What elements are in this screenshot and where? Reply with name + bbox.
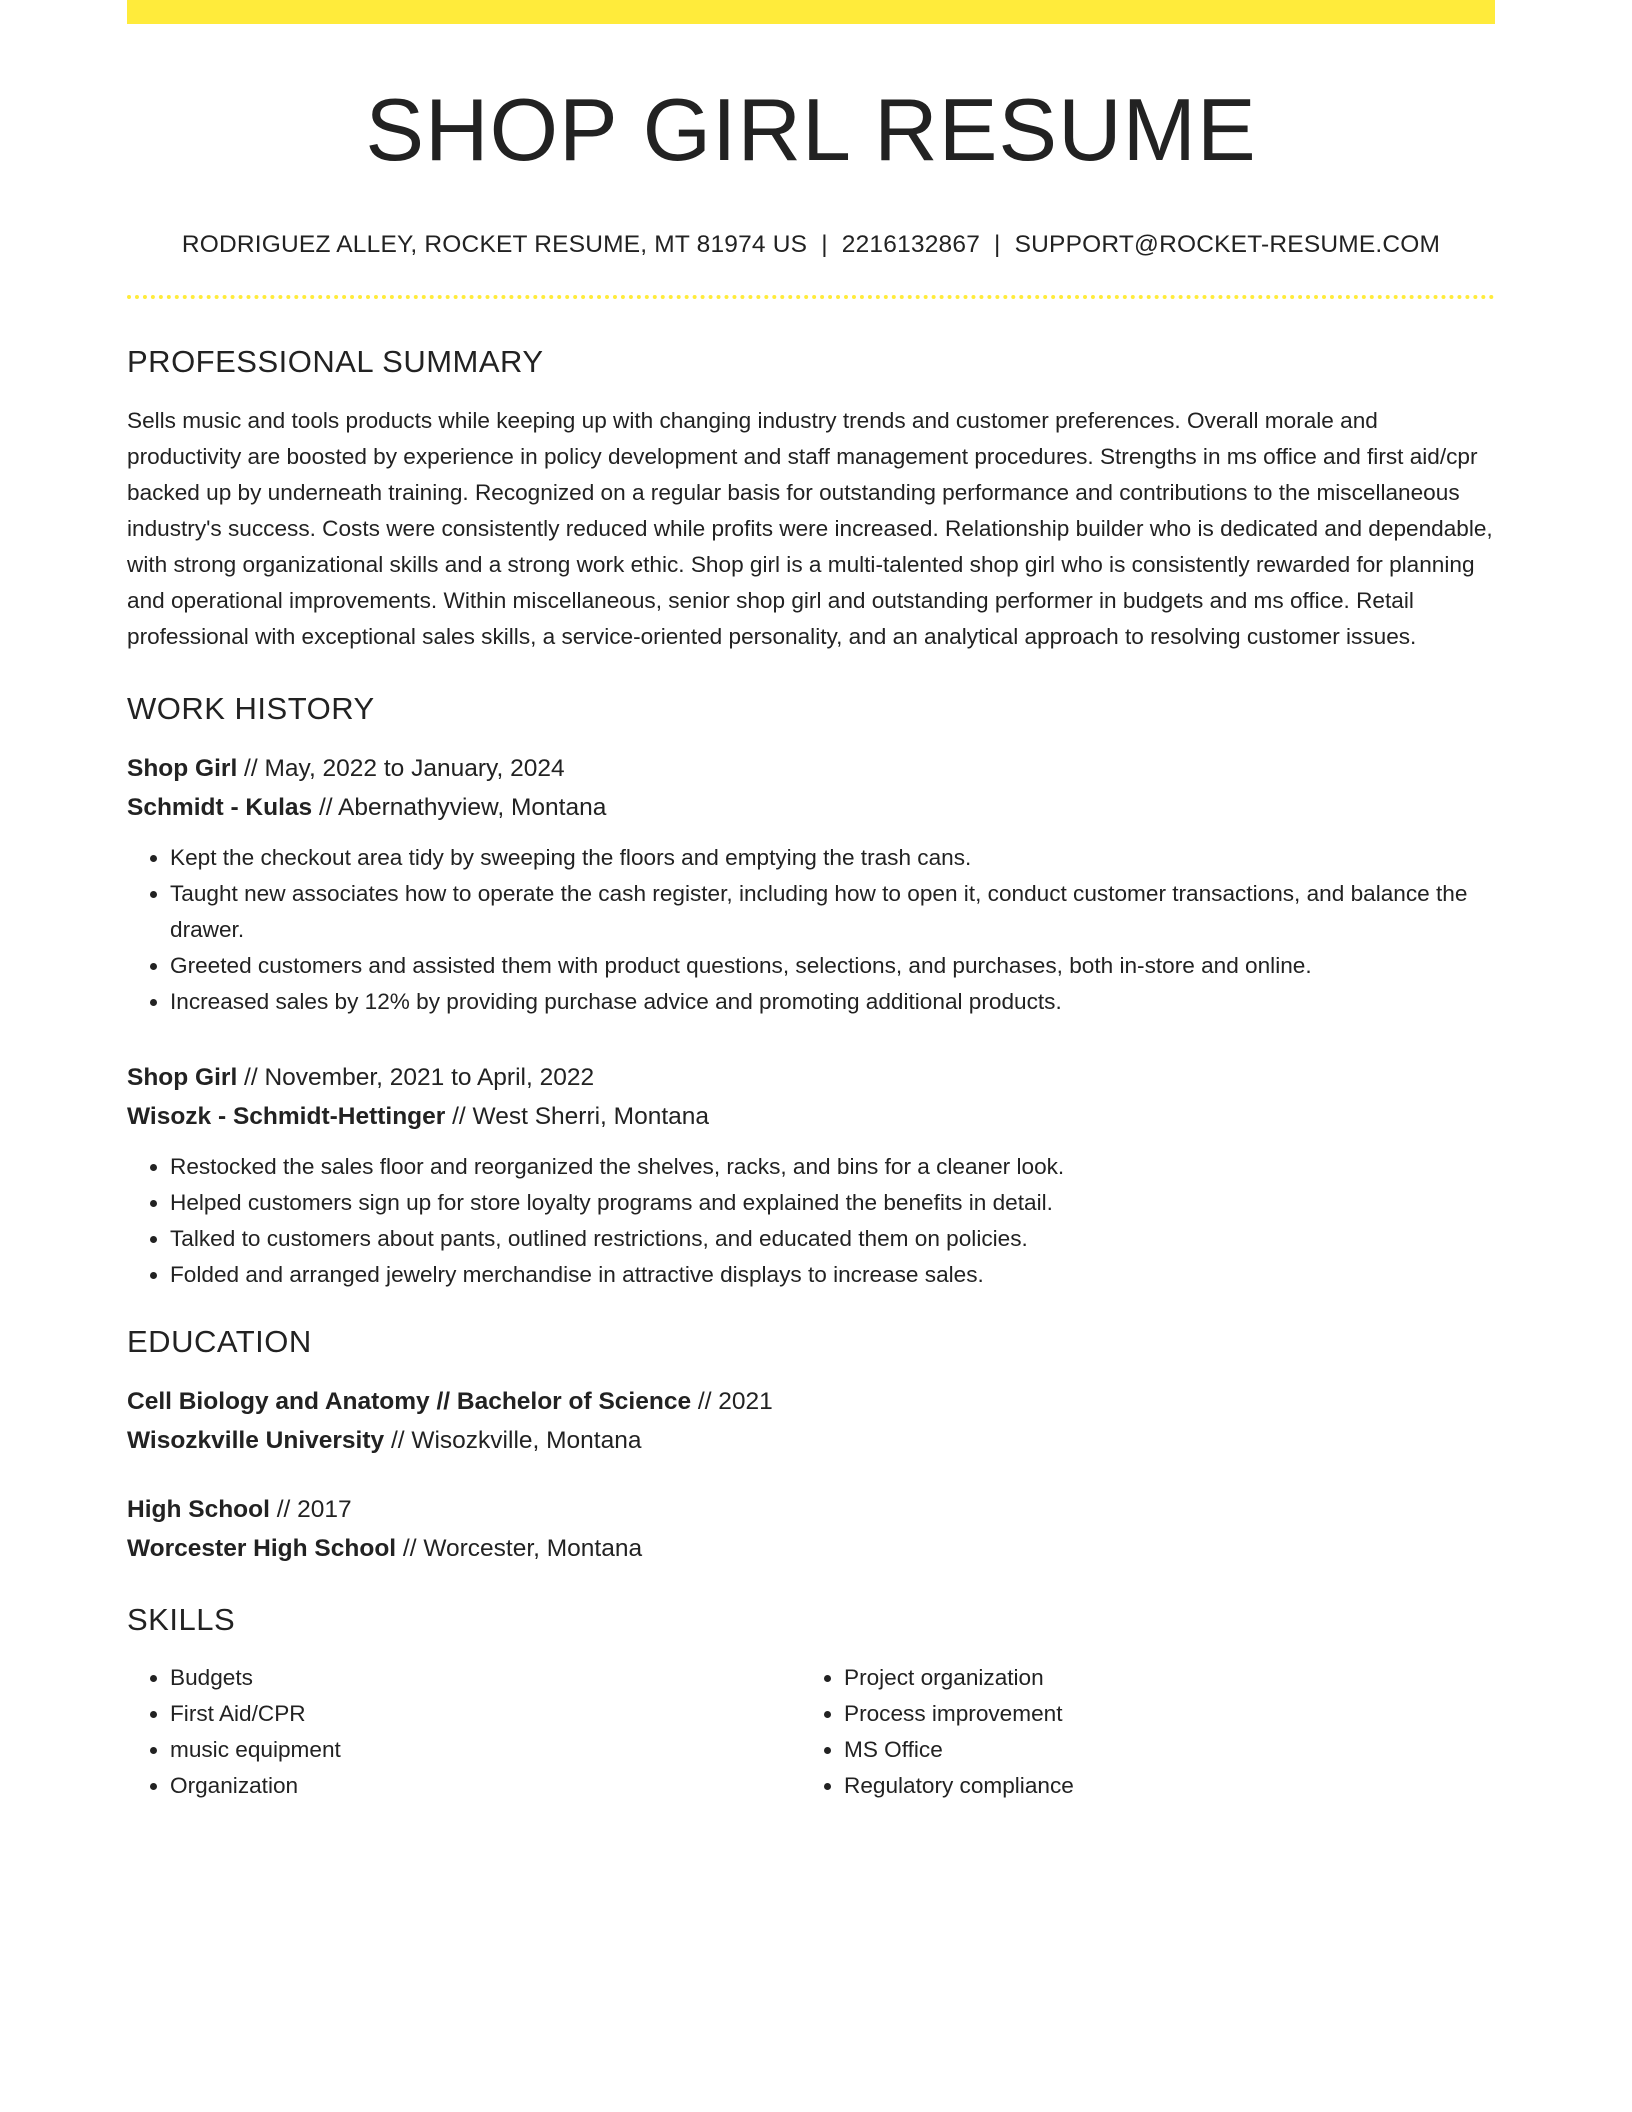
education-location: // Wisozkville, Montana	[384, 1426, 642, 1454]
job-duty: • Taught new associates how to operate the cash register, including how to open it, conduct customer transactions, and balance the drawer.	[170, 876, 1495, 948]
page-title: SHOP GIRL RESUME	[365, 80, 1257, 179]
contact-separator: |	[994, 231, 1001, 258]
skills-heading: SKILLS	[127, 1601, 236, 1637]
skill-item: • Process improvement	[844, 1696, 1475, 1732]
job-duties-list	[127, 1149, 1495, 1293]
skills-list-right	[801, 1660, 1475, 1804]
education-degree: Cell Biology and Anatomy // Bachelor of Science	[127, 1387, 692, 1415]
resume-page	[127, 0, 1495, 1804]
job-company: Schmidt - Kulas	[127, 793, 313, 821]
skill-item: • Budgets	[170, 1660, 801, 1696]
education-school-line	[127, 1529, 1495, 1568]
education-degree: High School	[127, 1495, 270, 1523]
job-title: Shop Girl	[127, 1063, 238, 1091]
job-dates: // November, 2021 to April, 2022	[237, 1063, 595, 1091]
job-title-line	[127, 1058, 1495, 1097]
education-year: // 2021	[691, 1387, 773, 1415]
education-heading: EDUCATION	[127, 1323, 312, 1359]
contact-phone: 2216132867	[841, 231, 981, 258]
job-duty: • Helped customers sign up for store loyalty programs and explained the benefits in detail.	[170, 1185, 1495, 1221]
job-duty: • Folded and arranged jewelry merchandise in attractive displays to increase sales.	[170, 1257, 1495, 1293]
education-school: Wisozkville University	[127, 1426, 385, 1454]
skill-item: • music equipment	[170, 1732, 801, 1768]
job-duty: • Kept the checkout area tidy by sweeping the floors and emptying the trash cans.	[170, 840, 1495, 876]
skills-grid	[127, 1660, 1495, 1804]
education-location: // Worcester, Montana	[396, 1534, 643, 1562]
job-dates: // May, 2022 to January, 2024	[237, 754, 565, 782]
skill-item: • MS Office	[844, 1732, 1475, 1768]
skill-item: • First Aid/CPR	[170, 1696, 801, 1732]
job-duty: • Talked to customers about pants, outlined restrictions, and educated them on policies.	[170, 1221, 1495, 1257]
skill-item: • Project organization	[844, 1660, 1475, 1696]
education-degree-line	[127, 1382, 1495, 1421]
job-company: Wisozk - Schmidt-Hettinger	[127, 1102, 446, 1130]
contact-address: RODRIGUEZ ALLEY, ROCKET RESUME, MT 81974 US	[181, 231, 808, 258]
top-accent-bar	[127, 0, 1495, 24]
job-duties-list	[127, 840, 1495, 1020]
summary-text: Sells music and tools products while keeping up with changing industry trends and customer preferences. Overall morale and productivity are boosted by experience in policy development and staff management procedures. Strengths in ms office and first aid/cpr backed up by underneath training. Recognized on a regular basis for outstanding performance and contributions to the miscellaneous industry's success. Costs were consistently reduced while profits were increased. Relationship builder who is dedicated and dependable, with strong organizational skills and a strong work ethic. Shop girl is a multi-talented shop girl who is consistently rewarded for planning and operational improvements. Within miscellaneous, senior shop girl and outstanding performer in budgets and ms office. Retail professional with exceptional sales skills, a service-oriented personality, and an analytical approach to resolving customer issues.	[127, 407, 1493, 649]
education-school-line	[127, 1421, 1495, 1460]
skills-list-left	[127, 1660, 801, 1804]
job-location: // West Sherri, Montana	[445, 1102, 710, 1130]
job-duty: • Increased sales by 12% by providing purchase advice and promoting additional products.	[170, 984, 1495, 1020]
education-year: // 2017	[269, 1495, 352, 1523]
skill-item: • Regulatory compliance	[844, 1768, 1475, 1804]
job-company-line	[127, 1097, 1495, 1136]
summary-heading: PROFESSIONAL SUMMARY	[127, 344, 544, 380]
header-divider	[127, 295, 1495, 299]
job-company-line	[127, 788, 1495, 827]
job-duty: • Restocked the sales floor and reorganized the shelves, racks, and bins for a cleaner look.	[170, 1149, 1495, 1185]
job-title: Shop Girl	[127, 754, 238, 782]
job-duty: • Greeted customers and assisted them with product questions, selections, and purchases, both in-store and online.	[170, 948, 1495, 984]
education-school: Worcester High School	[127, 1534, 397, 1562]
contact-separator: |	[821, 231, 828, 258]
education-degree-line	[127, 1490, 1495, 1529]
job-title-line	[127, 749, 1495, 788]
job-location: // Abernathyview, Montana	[312, 793, 607, 821]
contact-email: SUPPORT@ROCKET-RESUME.COM	[1014, 231, 1441, 258]
work-history-heading: WORK HISTORY	[127, 690, 375, 726]
skill-item: • Organization	[170, 1768, 801, 1804]
contact-line	[127, 230, 1495, 259]
